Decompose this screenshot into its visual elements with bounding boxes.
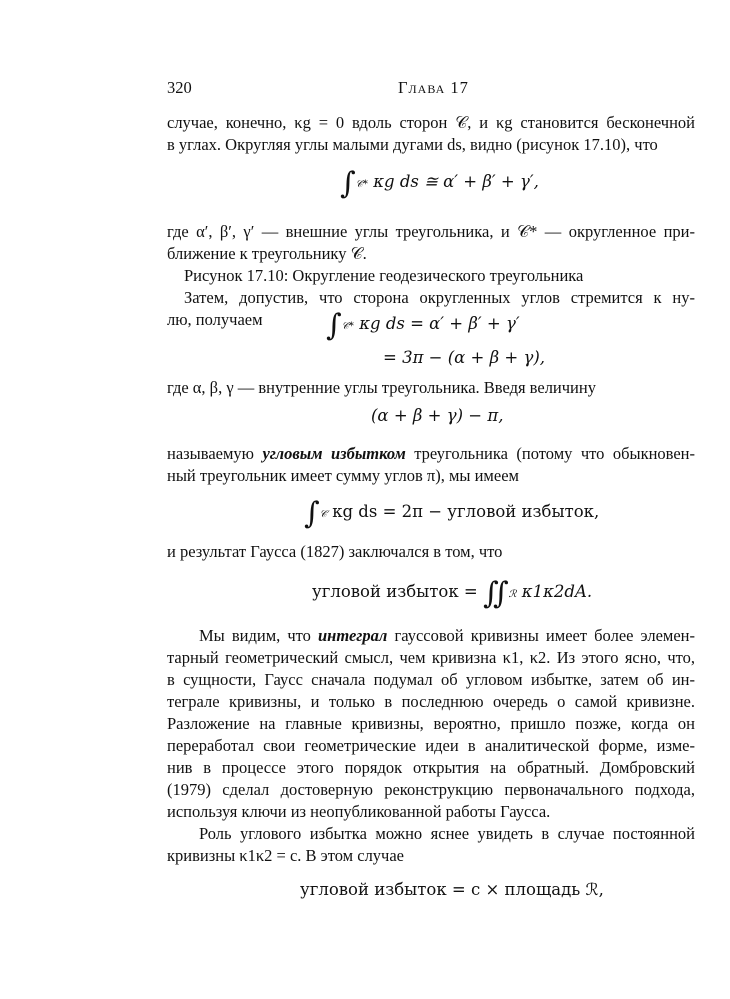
text-line: (1979) сделал достоверную реконструкцию первоначального подхода, — [167, 780, 695, 799]
equation-2 — [326, 308, 520, 343]
equation-2-line-2: = 3π − (α + β + γ), — [383, 348, 546, 367]
integral-sign: ∫ — [326, 308, 342, 343]
equation-body: κ1κ2dA. — [521, 582, 593, 601]
equation-body: κg ds = 2π − угловой избыток, — [332, 502, 600, 521]
text-line: кривизны κ1κ2 = c. В этом случае — [167, 846, 404, 865]
text-line: Затем, допустив, что сторона округленных углов стремится к ну- — [184, 288, 695, 307]
text-line: тарный геометрический смысл, чем кривизна κ1, κ2. Из этого ясно, что, — [167, 648, 695, 667]
figure-caption: Рисунок 17.10: Округление геодезического треугольника — [184, 266, 584, 285]
equation-body: κg ds ≅ α′ + β′ + γ′, — [373, 172, 539, 191]
integral-subscript: ℛ — [508, 589, 517, 600]
text-fragment: гауссовой кривизны имеет более элемен- — [387, 626, 695, 645]
text-line: лю, получаем — [167, 310, 263, 329]
equation-4 — [304, 496, 599, 531]
integral-sign: ∫ — [304, 496, 320, 531]
text-fragment: Мы видим, что — [199, 626, 318, 645]
text-line: нив в процессе этого порядок открытия на обратный. Домбровский — [167, 758, 695, 777]
text-line: используя ключи из неопубликованной работы Гаусса. — [167, 802, 551, 821]
equation-1 — [340, 166, 539, 201]
integral-subscript: 𝒞* — [355, 179, 368, 190]
text-line: переработал свои геометрические идеи в аналитической форме, изме- — [167, 736, 695, 755]
text-fragment: называемую — [167, 444, 263, 463]
text-line — [167, 443, 695, 465]
equation-5 — [312, 576, 592, 611]
page-number: 320 — [167, 78, 192, 97]
equation-3: (α + β + γ) − π, — [371, 406, 504, 425]
text-line: случае, конечно, κg = 0 вдоль сторон 𝒞, и κg становится бесконечной — [167, 113, 695, 132]
integral-subscript: 𝒞 — [319, 509, 327, 520]
integral-sign: ∫ — [340, 166, 356, 201]
running-header: Глава 17 — [398, 78, 469, 97]
text-line: Разложение на главные кривизны, вероятно, пришло позже, когда он — [167, 714, 695, 733]
text-line: где α, β, γ — внутренние углы треугольника. Введя величину — [167, 378, 596, 397]
integral-subscript: 𝒞* — [341, 321, 354, 332]
text-line: и результат Гаусса (1827) заключался в том, что — [167, 542, 503, 561]
emphasized-term: угловым избытком — [262, 444, 406, 463]
text-line: ный треугольник имеет сумму углов π), мы имеем — [167, 466, 519, 485]
equation-6: угловой избыток = c × площадь ℛ, — [300, 880, 604, 899]
emphasized-term: интеграл — [318, 626, 388, 645]
text-line: Роль углового избытка можно яснее увидеть в случае постоянной — [199, 824, 695, 843]
equation-left: угловой избыток = — [312, 582, 478, 601]
text-line: в углах. Округляя углы малыми дугами ds, видно (рисунок 17.10), что — [167, 135, 658, 154]
text-line: ближение к треугольнику 𝒞. — [167, 244, 367, 263]
equation-line-1: κg ds = α′ + β′ + γ′ — [359, 314, 520, 333]
text-line: теграле кривизны, и только в последнюю очередь о самой кривизне. — [167, 692, 695, 711]
text-line — [199, 625, 695, 647]
text-fragment: треугольника (потому что обыкновен- — [405, 444, 696, 463]
text-line: где α′, β′, γ′ — внешние углы треугольника, и 𝒞* — округленное при- — [167, 222, 695, 241]
double-integral-sign: ∬ — [483, 576, 509, 611]
text-line: в сущности, Гаусс сначала подумал об угловом избытке, затем об ин- — [167, 670, 695, 689]
